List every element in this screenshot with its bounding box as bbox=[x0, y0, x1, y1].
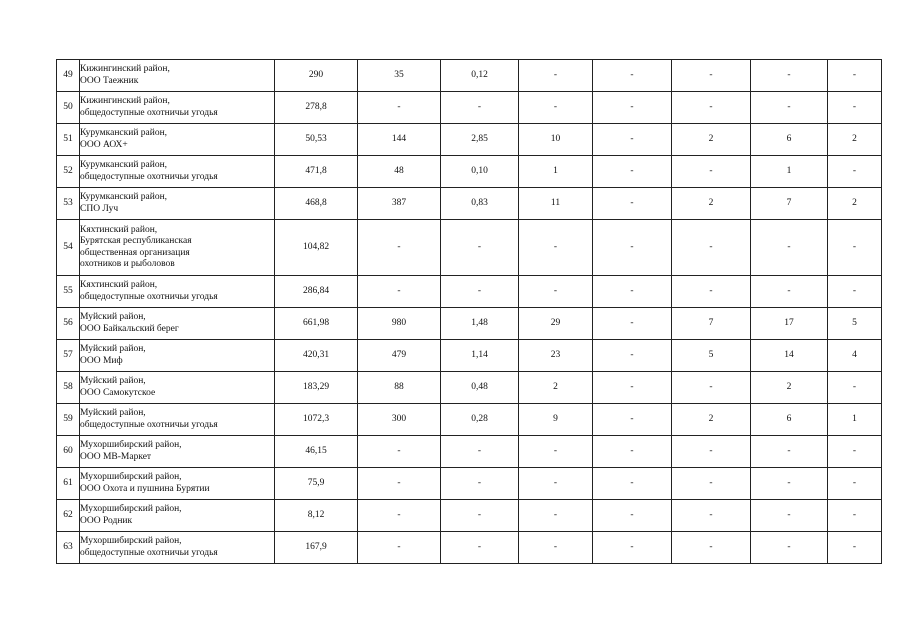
hunting-ground-name: Мухоршибирский район, ООО Охота и пушнина Бурятии bbox=[80, 468, 275, 500]
col5-value: - bbox=[593, 532, 672, 564]
col8-value: 1 bbox=[828, 404, 882, 436]
col6-value: - bbox=[672, 532, 751, 564]
quota-value: - bbox=[519, 220, 593, 276]
col5-value: - bbox=[593, 220, 672, 276]
quota-value: - bbox=[519, 60, 593, 92]
hunting-ground-name: Кижингинский район, общедоступные охотничьи угодья bbox=[80, 92, 275, 124]
row-number: 61 bbox=[57, 468, 80, 500]
density-value: 1,48 bbox=[441, 308, 519, 340]
area-value: 1072,3 bbox=[275, 404, 358, 436]
col7-value: 1 bbox=[751, 156, 828, 188]
count-value: - bbox=[358, 436, 441, 468]
quota-value: - bbox=[519, 468, 593, 500]
col7-value: - bbox=[751, 468, 828, 500]
col5-value: - bbox=[593, 92, 672, 124]
row-number: 62 bbox=[57, 500, 80, 532]
col6-value: - bbox=[672, 92, 751, 124]
quota-value: - bbox=[519, 532, 593, 564]
col8-value: 4 bbox=[828, 340, 882, 372]
col8-value: - bbox=[828, 92, 882, 124]
table-row bbox=[57, 156, 882, 188]
area-value: 661,98 bbox=[275, 308, 358, 340]
col7-value: 6 bbox=[751, 404, 828, 436]
col5-value: - bbox=[593, 188, 672, 220]
table-row bbox=[57, 372, 882, 404]
density-value: 0,12 bbox=[441, 60, 519, 92]
table-row bbox=[57, 436, 882, 468]
col5-value: - bbox=[593, 276, 672, 308]
density-value: - bbox=[441, 468, 519, 500]
table-row bbox=[57, 308, 882, 340]
col6-value: 2 bbox=[672, 404, 751, 436]
row-number: 53 bbox=[57, 188, 80, 220]
count-value: 980 bbox=[358, 308, 441, 340]
density-value: - bbox=[441, 500, 519, 532]
col7-value: - bbox=[751, 276, 828, 308]
count-value: - bbox=[358, 468, 441, 500]
area-value: 420,31 bbox=[275, 340, 358, 372]
col8-value: - bbox=[828, 500, 882, 532]
table-row bbox=[57, 92, 882, 124]
row-number: 60 bbox=[57, 436, 80, 468]
count-value: - bbox=[358, 92, 441, 124]
col5-value: - bbox=[593, 308, 672, 340]
area-value: 286,84 bbox=[275, 276, 358, 308]
count-value: 300 bbox=[358, 404, 441, 436]
hunting-ground-name: Курумканский район, ООО АОХ+ bbox=[80, 124, 275, 156]
hunting-ground-name: Мухоршибирский район, ООО Родник bbox=[80, 500, 275, 532]
col7-value: 7 bbox=[751, 188, 828, 220]
table-row bbox=[57, 124, 882, 156]
col8-value: - bbox=[828, 468, 882, 500]
hunting-ground-name: Кижингинский район, ООО Таежник bbox=[80, 60, 275, 92]
density-value: 1,14 bbox=[441, 340, 519, 372]
count-value: 48 bbox=[358, 156, 441, 188]
col8-value: - bbox=[828, 276, 882, 308]
count-value: 387 bbox=[358, 188, 441, 220]
count-value: 479 bbox=[358, 340, 441, 372]
col5-value: - bbox=[593, 340, 672, 372]
density-value: 0,83 bbox=[441, 188, 519, 220]
hunting-ground-name: Муйский район, ООО Байкальский берег bbox=[80, 308, 275, 340]
quota-value: - bbox=[519, 500, 593, 532]
col6-value: - bbox=[672, 372, 751, 404]
col7-value: - bbox=[751, 500, 828, 532]
quota-value: 1 bbox=[519, 156, 593, 188]
table-row bbox=[57, 468, 882, 500]
table-row bbox=[57, 60, 882, 92]
hunting-ground-name: Кяхтинский район, общедоступные охотничьи угодья bbox=[80, 276, 275, 308]
col7-value: 17 bbox=[751, 308, 828, 340]
table-row bbox=[57, 188, 882, 220]
table-row bbox=[57, 220, 882, 276]
area-value: 468,8 bbox=[275, 188, 358, 220]
area-value: 46,15 bbox=[275, 436, 358, 468]
count-value: 35 bbox=[358, 60, 441, 92]
col8-value: 2 bbox=[828, 188, 882, 220]
area-value: 104,82 bbox=[275, 220, 358, 276]
col5-value: - bbox=[593, 156, 672, 188]
col5-value: - bbox=[593, 372, 672, 404]
quota-value: - bbox=[519, 436, 593, 468]
quota-value: - bbox=[519, 276, 593, 308]
row-number: 54 bbox=[57, 220, 80, 276]
col5-value: - bbox=[593, 468, 672, 500]
col6-value: - bbox=[672, 60, 751, 92]
hunting-ground-name: Муйский район, ООО Самокутское bbox=[80, 372, 275, 404]
area-value: 290 bbox=[275, 60, 358, 92]
col8-value: - bbox=[828, 532, 882, 564]
area-value: 50,53 bbox=[275, 124, 358, 156]
row-number: 51 bbox=[57, 124, 80, 156]
count-value: - bbox=[358, 532, 441, 564]
col5-value: - bbox=[593, 124, 672, 156]
table-row bbox=[57, 276, 882, 308]
hunting-ground-name: Мухоршибирский район, общедоступные охотничьи угодья bbox=[80, 532, 275, 564]
table-row bbox=[57, 500, 882, 532]
row-number: 50 bbox=[57, 92, 80, 124]
table-body bbox=[57, 60, 882, 564]
area-value: 8,12 bbox=[275, 500, 358, 532]
col6-value: - bbox=[672, 276, 751, 308]
col7-value: - bbox=[751, 532, 828, 564]
row-number: 49 bbox=[57, 60, 80, 92]
row-number: 52 bbox=[57, 156, 80, 188]
row-number: 55 bbox=[57, 276, 80, 308]
col8-value: - bbox=[828, 220, 882, 276]
col8-value: - bbox=[828, 156, 882, 188]
col7-value: - bbox=[751, 436, 828, 468]
area-value: 471,8 bbox=[275, 156, 358, 188]
hunting-ground-name: Мухоршибирский район, ООО МВ-Маркет bbox=[80, 436, 275, 468]
col7-value: - bbox=[751, 92, 828, 124]
density-value: 2,85 bbox=[441, 124, 519, 156]
row-number: 56 bbox=[57, 308, 80, 340]
col6-value: 2 bbox=[672, 124, 751, 156]
col6-value: 5 bbox=[672, 340, 751, 372]
col8-value: - bbox=[828, 60, 882, 92]
col7-value: - bbox=[751, 60, 828, 92]
col5-value: - bbox=[593, 436, 672, 468]
density-value: - bbox=[441, 276, 519, 308]
col6-value: - bbox=[672, 220, 751, 276]
density-value: 0,48 bbox=[441, 372, 519, 404]
col5-value: - bbox=[593, 60, 672, 92]
density-value: - bbox=[441, 92, 519, 124]
count-value: 88 bbox=[358, 372, 441, 404]
count-value: - bbox=[358, 276, 441, 308]
count-value: - bbox=[358, 220, 441, 276]
density-value: 0,10 bbox=[441, 156, 519, 188]
density-value: - bbox=[441, 220, 519, 276]
col6-value: - bbox=[672, 468, 751, 500]
table-row bbox=[57, 404, 882, 436]
data-table bbox=[56, 59, 882, 564]
area-value: 167,9 bbox=[275, 532, 358, 564]
quota-value: 2 bbox=[519, 372, 593, 404]
col5-value: - bbox=[593, 500, 672, 532]
density-value: 0,28 bbox=[441, 404, 519, 436]
hunting-ground-name: Курумканский район, общедоступные охотничьи угодья bbox=[80, 156, 275, 188]
area-value: 183,29 bbox=[275, 372, 358, 404]
col8-value: - bbox=[828, 372, 882, 404]
col5-value: - bbox=[593, 404, 672, 436]
density-value: - bbox=[441, 436, 519, 468]
area-value: 278,8 bbox=[275, 92, 358, 124]
quota-value: - bbox=[519, 92, 593, 124]
quota-value: 23 bbox=[519, 340, 593, 372]
col6-value: - bbox=[672, 156, 751, 188]
col6-value: 7 bbox=[672, 308, 751, 340]
col7-value: - bbox=[751, 220, 828, 276]
hunting-ground-name: Муйский район, общедоступные охотничьи угодья bbox=[80, 404, 275, 436]
col6-value: - bbox=[672, 500, 751, 532]
hunting-ground-name: Кяхтинский район, Бурятская республиканская общественная организация охотников и рыболовов bbox=[80, 220, 275, 276]
row-number: 57 bbox=[57, 340, 80, 372]
count-value: 144 bbox=[358, 124, 441, 156]
col6-value: 2 bbox=[672, 188, 751, 220]
quota-value: 9 bbox=[519, 404, 593, 436]
row-number: 63 bbox=[57, 532, 80, 564]
quota-value: 10 bbox=[519, 124, 593, 156]
col8-value: - bbox=[828, 436, 882, 468]
count-value: - bbox=[358, 500, 441, 532]
density-value: - bbox=[441, 532, 519, 564]
quota-value: 11 bbox=[519, 188, 593, 220]
area-value: 75,9 bbox=[275, 468, 358, 500]
col8-value: 2 bbox=[828, 124, 882, 156]
col8-value: 5 bbox=[828, 308, 882, 340]
table-row bbox=[57, 340, 882, 372]
hunting-ground-name: Муйский район, ООО Миф bbox=[80, 340, 275, 372]
table-row bbox=[57, 532, 882, 564]
hunting-ground-name: Курумканский район, СПО Луч bbox=[80, 188, 275, 220]
col6-value: - bbox=[672, 436, 751, 468]
row-number: 59 bbox=[57, 404, 80, 436]
quota-value: 29 bbox=[519, 308, 593, 340]
col7-value: 14 bbox=[751, 340, 828, 372]
col7-value: 6 bbox=[751, 124, 828, 156]
col7-value: 2 bbox=[751, 372, 828, 404]
row-number: 58 bbox=[57, 372, 80, 404]
